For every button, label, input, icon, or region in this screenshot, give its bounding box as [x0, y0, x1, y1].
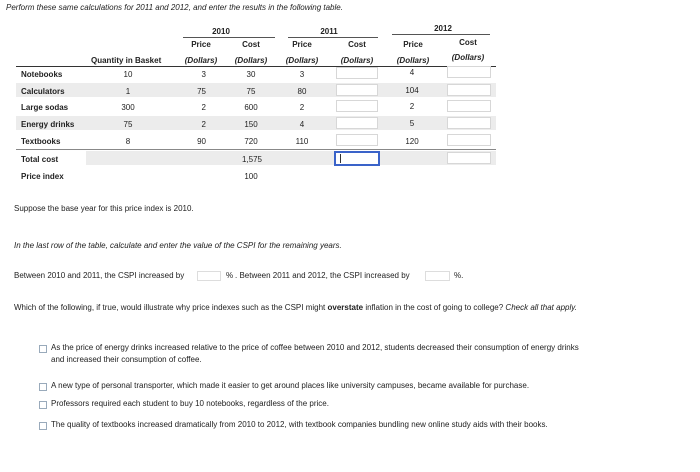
year-2010-header: 2010: [212, 27, 230, 36]
price-2010-header: Price: [191, 40, 211, 49]
increase-text-1: Between 2010 and 2011, the CSPI increased by: [14, 271, 185, 280]
cost2011-calculators-input[interactable]: [336, 84, 378, 96]
increase-text-2: . Between 2011 and 2012, the CSPI increased by: [235, 271, 410, 280]
price2012-large-sodas: 2: [409, 102, 415, 111]
price2011-calculators: 80: [297, 87, 307, 96]
price-2012-header: Price: [403, 40, 423, 49]
question-text: [14, 302, 604, 314]
year-2011-rule: [288, 37, 378, 38]
increase-2011-input[interactable]: [197, 271, 221, 281]
cost2011-textbooks-input[interactable]: [336, 134, 378, 146]
qty-large-sodas: 300: [121, 103, 135, 112]
cost-2011-header: Cost: [348, 40, 366, 49]
dollars-2012-cost: (Dollars): [451, 53, 485, 62]
option-1-label[interactable]: As the price of energy drinks increased relative to the price of coffee between 2010 and 2012, students decreased their consumption of energy drinks and increased their consumption of coffee.: [51, 343, 579, 364]
dollars-2010-price: (Dollars): [184, 56, 218, 65]
cost2011-notebooks-input[interactable]: [336, 67, 378, 79]
question-suffix: inflation in the cost of going to college?: [365, 303, 504, 312]
qty-energy-drinks: 75: [123, 120, 133, 129]
cost-2012-header: Cost: [459, 38, 477, 47]
row-label-large-sodas: Large sodas: [21, 103, 69, 112]
dollars-2011-cost: (Dollars): [340, 56, 374, 65]
year-2012-rule: [392, 34, 490, 35]
cost2012-energy-drinks-input[interactable]: [447, 117, 491, 129]
cost2012-notebooks-input[interactable]: [447, 66, 491, 78]
quantity-header: Quantity in Basket: [91, 56, 162, 65]
year-2012-header: 2012: [434, 24, 452, 33]
option-2-checkbox[interactable]: [39, 383, 47, 391]
check-all-note: Check all that apply.: [505, 303, 577, 312]
price-index-label: Price index: [21, 172, 64, 181]
price2010-textbooks: 90: [197, 137, 206, 146]
qty-textbooks: 8: [125, 137, 131, 146]
year-2010-rule: [183, 37, 275, 38]
option-3-label[interactable]: Professors required each student to buy 10 notebooks, regardless of the price.: [51, 399, 329, 408]
total-cost-label: Total cost: [21, 155, 59, 164]
option-4-label[interactable]: The quality of textbooks increased dramatically from 2010 to 2012, with textbook companies bundling new online study aids with their books.: [51, 420, 548, 429]
price2010-calculators: 75: [197, 87, 206, 96]
price2011-textbooks: 110: [295, 137, 309, 146]
total-stripe: [86, 151, 496, 165]
price2012-energy-drinks: 5: [409, 119, 415, 128]
option-2-label[interactable]: A new type of personal transporter, which made it easier to get around places like university campuses, became available for purchase.: [51, 381, 530, 390]
dollars-2010-cost: (Dollars): [234, 56, 268, 65]
row-label-notebooks: Notebooks: [21, 70, 63, 79]
cost2010-notebooks: 30: [246, 70, 256, 79]
price2010-notebooks: 3: [201, 70, 206, 79]
total-cost-2010: 1,575: [241, 155, 263, 164]
total-cost-2011-input[interactable]: [334, 151, 380, 166]
option-4-checkbox[interactable]: [39, 422, 47, 430]
text-cursor: [340, 154, 341, 163]
increase-2012-input[interactable]: [425, 271, 450, 281]
cost2012-textbooks-input[interactable]: [447, 134, 491, 146]
option-3-checkbox[interactable]: [39, 401, 47, 409]
cost2012-calculators-input[interactable]: [447, 84, 491, 96]
percent-sign-2: %.: [454, 271, 464, 280]
cost-2010-header: Cost: [242, 40, 260, 49]
cost2010-textbooks: 720: [244, 137, 258, 146]
price2010-energy-drinks: 2: [201, 120, 206, 129]
cost2011-large-sodas-input[interactable]: [336, 100, 378, 112]
question-emphasis: overstate: [327, 303, 364, 312]
price2010-large-sodas: 2: [201, 103, 206, 112]
row-label-calculators: Calculators: [21, 87, 65, 96]
instruction-text: Perform these same calculations for 2011 and 2012, and enter the results in the following table.: [6, 3, 343, 12]
cost2010-energy-drinks: 150: [244, 120, 258, 129]
cost2010-large-sodas: 600: [244, 103, 258, 112]
price2012-textbooks: 120: [405, 137, 419, 146]
header-rule: [16, 66, 496, 67]
cspi-instruction: In the last row of the table, calculate and enter the value of the CSPI for the remaining years.: [14, 241, 342, 250]
dollars-2011-price: (Dollars): [285, 56, 319, 65]
total-cost-2012-input[interactable]: [447, 152, 491, 164]
percent-sign-1: %: [226, 271, 234, 280]
price-index-2010: 100: [244, 172, 258, 181]
year-2011-header: 2011: [320, 27, 338, 36]
price-2011-header: Price: [292, 40, 312, 49]
price2011-notebooks: 3: [299, 70, 305, 79]
price2012-calculators: 104: [405, 86, 419, 95]
row-label-textbooks: Textbooks: [21, 137, 61, 146]
base-year-note: Suppose the base year for this price index is 2010.: [14, 204, 194, 213]
cost2011-energy-drinks-input[interactable]: [336, 117, 378, 129]
row-label-energy-drinks: Energy drinks: [21, 120, 75, 129]
cost2012-large-sodas-input[interactable]: [447, 100, 491, 112]
cost2010-calculators: 75: [246, 87, 256, 96]
totals-rule: [16, 149, 496, 150]
qty-calculators: 1: [125, 87, 131, 96]
question-prefix: Which of the following, if true, would illustrate why price indexes such as the CSPI might: [14, 303, 326, 312]
price2011-energy-drinks: 4: [299, 120, 305, 129]
price2012-notebooks: 4: [409, 68, 415, 77]
dollars-2012-price: (Dollars): [396, 56, 430, 65]
option-1-checkbox[interactable]: [39, 345, 47, 353]
price2011-large-sodas: 2: [299, 103, 305, 112]
qty-notebooks: 10: [123, 70, 133, 79]
